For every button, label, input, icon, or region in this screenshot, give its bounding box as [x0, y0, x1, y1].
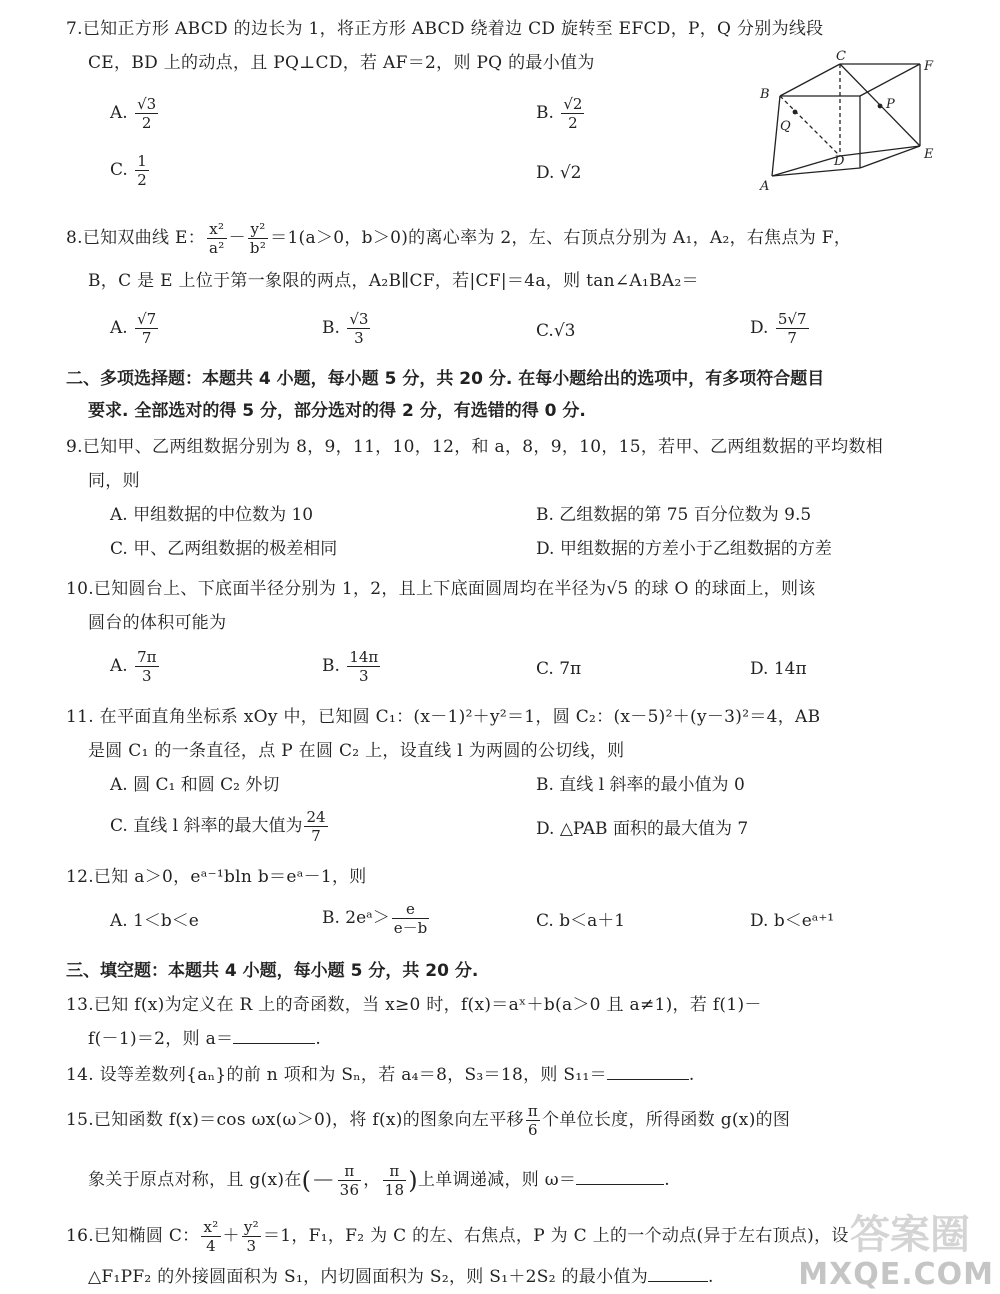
q11-option-a: A. 圆 C₁ 和圆 C₂ 外切 — [110, 775, 280, 795]
q9-line2: 同，则 — [88, 471, 140, 491]
q12-line1: 12.已知 a＞0，eᵃ⁻¹bln b＝eᵃ－1，则 — [66, 867, 367, 887]
q13-line2: f(－1)＝2，则 a＝ . — [88, 1029, 322, 1049]
q7-figure — [752, 48, 947, 193]
q15-answer-blank[interactable] — [576, 1170, 664, 1185]
q13-answer-blank[interactable] — [233, 1029, 315, 1044]
figure-label-p: P — [886, 97, 895, 112]
q7-line1: 7.已知正方形 ABCD 的边长为 1，将正方形 ABCD 绕着边 CD 旋转至 EFCD，P，Q 分别为线段 — [66, 19, 824, 39]
q12-option-c: C. b＜a＋1 — [536, 911, 626, 931]
q8-option-b: B. $\frac{√3}{3}$ — [322, 310, 369, 347]
figure-label-f: F — [924, 59, 934, 74]
q8-option-a: A. $\frac{√7}{7}$ — [110, 310, 157, 347]
q14-answer-blank[interactable] — [607, 1065, 689, 1080]
q8-line1: 8.已知双曲线 E： $\frac{\text{x²}}{\text{a²}}$ － $\frac{\text{y²}}{\text{b²}}$ ＝1(a＞0，b＞0)的离心率为 2，左、右顶点分别为 A₁，A₂，右焦点为 F， — [66, 220, 852, 257]
section-3-header: 三、填空题：本题共 4 小题，每小题 5 分，共 20 分. — [66, 961, 479, 981]
q16-line2: △F₁PF₂ 的外接圆面积为 S₁，内切圆面积为 S₂，则 S₁＋2S₂ 的最小值为 . — [88, 1267, 714, 1287]
watermark-logo: 答案圈 — [850, 1212, 970, 1258]
q16-answer-blank[interactable] — [648, 1267, 708, 1282]
q9-line1: 9.已知甲、乙两组数据分别为 8，9，11，10，12，和 a，8，9，10，15，若甲、乙两组数据的平均数相 — [66, 437, 884, 457]
q8-line2: B，C 是 E 上位于第一象限的两点，A₂B∥CF，若|CF|＝4a，则 tan∠A₁BA₂＝ — [88, 271, 699, 291]
watermark-text: MXQE.COM — [798, 1257, 994, 1292]
q7-option-d: D. √2 — [536, 163, 582, 183]
section-2-header-line2: 要求. 全部选对的得 5 分，部分选对的得 2 分，有选错的得 0 分. — [88, 401, 586, 421]
q11-line1: 11. 在平面直角坐标系 xOy 中，已知圆 C₁：(x－1)²＋y²＝1，圆 C₂：(x－5)²＋(y－3)²＝4，AB — [66, 707, 821, 727]
q10-option-a: A. $\frac{7\pi}{3}$ — [110, 648, 157, 685]
q15-line2: 象关于原点对称，且 g(x)在(－ $\frac{\pi}{36}$ ， $\frac{\pi}{18}$ )上单调递减，则 ω＝ . — [88, 1162, 670, 1199]
q15-line1: 15.已知函数 f(x)＝cos ωx(ω＞0)，将 f(x)的图象向左平移 $\frac{\pi}{6}$ 个单位长度，所得函数 g(x)的图 — [66, 1102, 791, 1139]
q10-line2: 圆台的体积可能为 — [88, 613, 227, 633]
q9-option-c: C. 甲、乙两组数据的极差相同 — [110, 539, 338, 559]
q7-option-a: A. $\frac{√3}{2}$ — [110, 95, 157, 132]
figure-label-c: C — [836, 49, 846, 64]
figure-label-d: D — [834, 154, 845, 169]
section-2-header-line1: 二、多项选择题：本题共 4 小题，每小题 5 分，共 20 分. 在每小题给出的选项中，有多项符合题目 — [66, 369, 825, 389]
q12-option-d: D. b＜eᵃ⁺¹ — [750, 911, 835, 931]
figure-label-b: B — [760, 87, 770, 102]
q8-option-c: C.√3 — [536, 321, 576, 341]
figure-label-a: A — [760, 179, 770, 193]
q11-option-b: B. 直线 l 斜率的最小值为 0 — [536, 775, 745, 795]
q14-line1: 14. 设等差数列{aₙ}的前 n 项和为 Sₙ，若 a₄＝8，S₃＝18，则 S₁₁＝ . — [66, 1065, 695, 1085]
q8-option-d: D. $\frac{5√7}{7}$ — [750, 310, 807, 347]
q10-line1: 10.已知圆台上、下底面半径分别为 1，2，且上下底面圆周均在半径为√5 的球 O 的球面上，则该 — [66, 579, 816, 599]
q11-option-c: C. 直线 l 斜率的最大值为 $\frac{24}{7}$ — [110, 808, 326, 845]
figure-label-q: Q — [780, 119, 791, 134]
q10-option-b: B. $\frac{14\pi}{3}$ — [322, 648, 379, 685]
q11-option-d: D. △PAB 面积的最大值为 7 — [536, 819, 749, 839]
q7-option-c: C. $\frac{1}{2}$ — [110, 152, 147, 189]
q7-option-b: B. $\frac{√2}{2}$ — [536, 95, 583, 132]
q13-line1: 13.已知 f(x)为定义在 R 上的奇函数，当 x≥0 时，f(x)＝aˣ＋b(a＞0 且 a≠1)，若 f(1)－ — [66, 995, 762, 1015]
q11-line2: 是圆 C₁ 的一条直径，点 P 在圆 C₂ 上，设直线 l 为两圆的公切线，则 — [88, 741, 625, 761]
q10-option-c: C. 7π — [536, 659, 582, 679]
q12-option-b: B. 2eᵃ＞ $\frac{e}{e-b}$ — [322, 900, 428, 937]
q10-option-d: D. 14π — [750, 659, 807, 679]
q9-option-b: B. 乙组数据的第 75 百分位数为 9.5 — [536, 505, 812, 525]
q12-option-a: A. 1＜b＜e — [110, 911, 199, 931]
q16-line1: 16.已知椭圆 C： $\frac{\text{x²}}{4}$ ＋ $\frac{\text{y²}}{3}$ ＝1，F₁，F₂ 为 C 的左、右焦点，P 为 C 上的一个动点(异于左右顶点)，设 — [66, 1218, 849, 1255]
q7-line2: CE，BD 上的动点，且 PQ⊥CD，若 AF＝2，则 PQ 的最小值为 — [88, 53, 595, 73]
q9-option-d: D. 甲组数据的方差小于乙组数据的方差 — [536, 539, 832, 559]
figure-label-e: E — [924, 147, 934, 162]
q9-option-a: A. 甲组数据的中位数为 10 — [110, 505, 314, 525]
